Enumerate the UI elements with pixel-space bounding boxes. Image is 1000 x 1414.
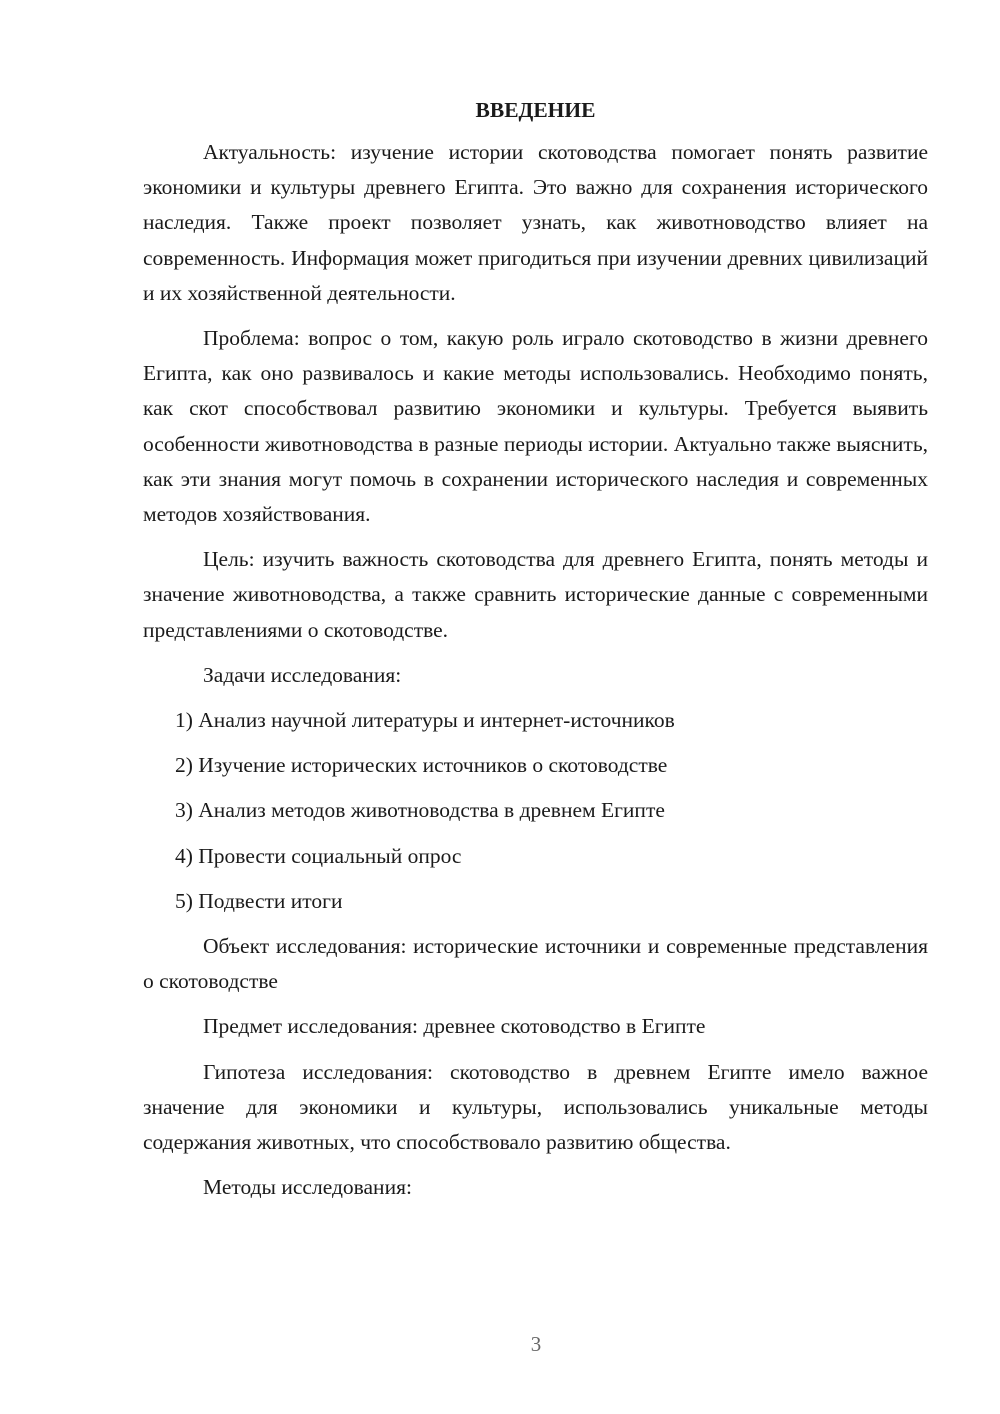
page-title: ВВЕДЕНИЕ xyxy=(475,98,596,122)
page-number: 3 xyxy=(530,1332,542,1356)
methods-heading: Методы исследования: xyxy=(203,1175,412,1200)
list-item: 5) Подвести итоги xyxy=(175,888,343,913)
problem-paragraph: Проблема: вопрос о том, какую роль играло скотоводство в жизни древнего Египта, как оно развивалось и какие методы использовались. Необходимо понять, как скот способствовал развитию экономики и культуры. Требуется выявить особенности животноводства в разные периоды истории. Актуально также выяснить, как эти знания могут помочь в сохранении исторического наследия и современных методов хозяйствования. xyxy=(143,326,928,527)
list-item: 1) Анализ научной литературы и интернет-источников xyxy=(175,708,675,733)
document-page xyxy=(143,95,928,1215)
tasks-list xyxy=(143,703,928,919)
list-item: 2) Изучение исторических источников о скотоводстве xyxy=(175,753,668,778)
hypothesis-paragraph: Гипотеза исследования: скотоводство в древнем Египте имело важное значение для экономики и культуры, использовались уникальные методы содержания животных, что способствовало развитию общества. xyxy=(143,1059,928,1155)
tasks-heading: Задачи исследования: xyxy=(203,662,402,687)
goal-paragraph: Цель: изучить важность скотоводства для древнего Египта, понять методы и значение животноводства, а также сравнить исторические данные с современными представлениями о скотоводстве. xyxy=(143,547,928,642)
subject-paragraph: Предмет исследования: древнее скотоводство в Египте xyxy=(203,1014,706,1039)
object-paragraph: Объект исследования: исторические источники и современные представления о скотоводстве xyxy=(143,934,928,994)
relevance-paragraph: Актуальность: изучение истории скотоводства помогает понять развитие экономики и культуры древнего Египта. Это важно для сохранения исторического наследия. Также проект позволяет узнать, как животноводство влияет на современность. Информация может пригодиться при изучении древних цивилизаций и их хозяйственной деятельности. xyxy=(143,140,928,305)
list-item: 3) Анализ методов животноводства в древнем Египте xyxy=(175,798,665,823)
list-item: 4) Провести социальный опрос xyxy=(175,843,462,868)
